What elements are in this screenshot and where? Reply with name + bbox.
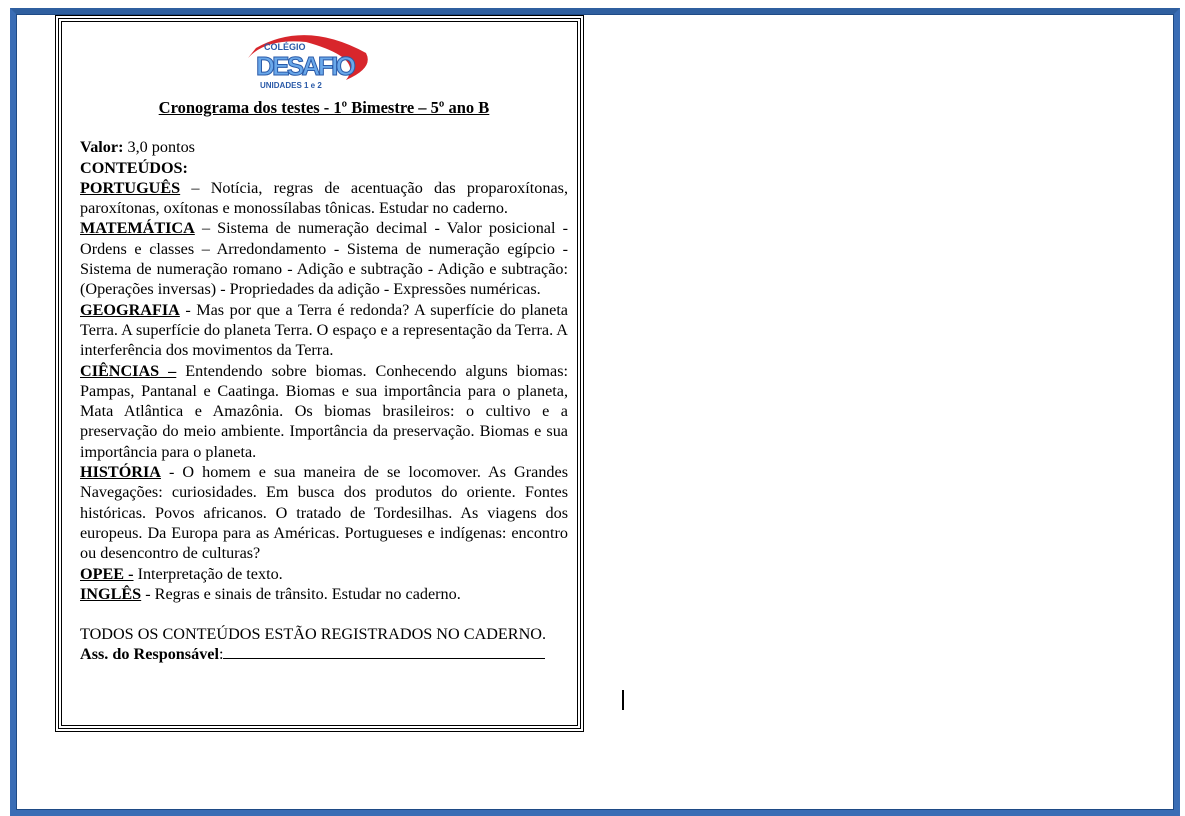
subject-geografia: GEOGRAFIA - Mas por que a Terra é redonda? A superfície do planeta Terra. A superfície do planeta Terra. O espaço e a representação da Terra. A interferência dos movimentos da Terra. — [80, 300, 568, 360]
subject-ingles: INGLÊS - Regras e sinais de trânsito. Estudar no caderno. — [80, 584, 461, 603]
document-content — [80, 98, 568, 665]
svg-text:UNIDADES 1 e 2: UNIDADES 1 e 2 — [260, 81, 322, 90]
signature-line: Ass. do Responsável: — [80, 644, 568, 664]
text-cursor — [622, 690, 624, 710]
subject-opee: OPEE - Interpretação de texto. — [80, 564, 283, 583]
svg-text:DESAFIO: DESAFIO — [256, 51, 356, 81]
school-logo — [236, 28, 376, 90]
signature-field[interactable] — [223, 644, 545, 659]
subject-historia: HISTÓRIA - O homem e sua maneira de se locomover. As Grandes Navegações: curiosidades. Em busca dos produtos do oriente. Fontes históricas. Povos africanos. O tratado de Tordesilhas. As viagens dos europeus. Da Europa para as Américas. Portugueses e indígenas: encontro ou desencontro de culturas? — [80, 463, 568, 563]
contents-heading: CONTEÚDOS: — [80, 158, 188, 177]
svg-text:COLÉGIO: COLÉGIO — [264, 42, 306, 52]
footer-note: TODOS OS CONTEÚDOS ESTÃO REGISTRADOS NO CADERNO. — [80, 625, 547, 644]
subject-portugues: PORTUGUÊS – Notícia, regras de acentuação das proparoxítonas, paroxítonas, oxítonas e monossílabas tônicas. Estudar no caderno. — [80, 178, 568, 218]
subject-ciencias: CIÊNCIAS – Entendendo sobre biomas. Conhecendo alguns biomas: Pampas, Pantanal e Caatinga. Biomas e sua importância para o planeta, Mata Atlântica e Amazônia. Os biomas brasileiros: o cultivo e a preservação do meio ambiente. Importância da preservação. Biomas e sua importância para o planeta. — [80, 361, 568, 461]
subject-matematica: MATEMÁTICA – Sistema de numeração decimal - Valor posicional - Ordens e classes – Arredondamento - Sistema de numeração egípcio - Sistema de numeração romano - Adição e subtração - Adição e subtração: (Operações inversas) - Propriedades da adição - Expressões numéricas. — [80, 219, 568, 299]
document-title: Cronograma dos testes - 1º Bimestre – 5º ano B — [158, 98, 490, 117]
value-line: Valor: 3,0 pontos — [80, 138, 195, 157]
